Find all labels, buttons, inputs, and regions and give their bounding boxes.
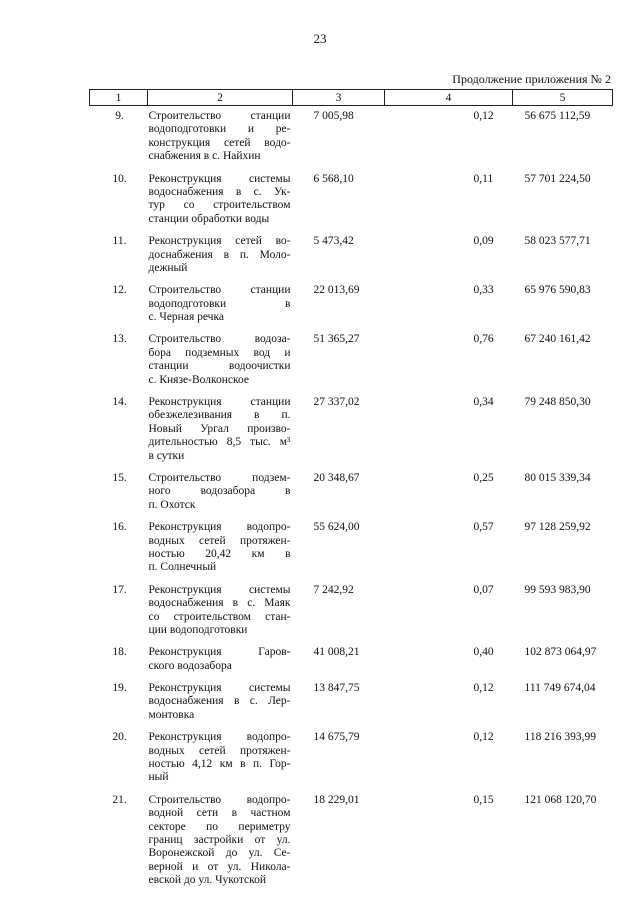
- project-name-line: с. Черная речка: [148, 311, 224, 324]
- project-name: [148, 794, 293, 897]
- project-name-line: Строительство водоза-: [148, 333, 291, 346]
- project-name-line: Реконструкция системы: [148, 583, 291, 596]
- table-row: [90, 646, 613, 682]
- project-name-line: Строительство подзем-: [148, 471, 291, 484]
- column-4-value: 0,09: [473, 235, 494, 248]
- column-4-value: 0,07: [473, 583, 494, 596]
- column-5-value: 80 015 339,34: [524, 471, 591, 484]
- continuation-label: Продолжение приложения № 2: [452, 72, 611, 86]
- project-name-line: Новый Ургал произво-: [148, 422, 291, 435]
- project-name-line: конструкция сетей водо-: [148, 136, 291, 149]
- project-name: [148, 173, 293, 236]
- column-4-value: 0,33: [473, 284, 494, 297]
- project-name-line: Строительство водопро-: [148, 793, 291, 806]
- column-4-value: 0,25: [473, 471, 494, 484]
- header-cell-1: 1: [90, 90, 148, 106]
- header-cell-4: 4: [385, 90, 513, 106]
- row-number: 11.: [112, 235, 127, 248]
- project-name: [148, 521, 293, 584]
- project-name-line: Реконструкция станции: [148, 396, 291, 409]
- table-row: [90, 284, 613, 333]
- project-name-line: тур со строительством: [148, 199, 291, 212]
- row-number: 16.: [112, 521, 127, 534]
- column-5-value: 118 216 393,99: [524, 731, 596, 744]
- column-3-value: 22 013,69: [313, 284, 360, 297]
- project-name-line: Реконструкция системы: [148, 682, 291, 695]
- project-name-line: станции водоочистки: [148, 360, 291, 373]
- column-5-value: 58 023 577,71: [524, 235, 591, 248]
- project-name-line: ного водозабора в: [148, 485, 291, 498]
- project-name-line: водоснабжения в с. Лер-: [148, 695, 291, 708]
- project-name: [148, 472, 293, 521]
- project-name-line: Реконструкция водопро-: [148, 731, 291, 744]
- column-3-value: 27 337,02: [313, 396, 360, 409]
- project-name-line: Строительство станции: [148, 110, 291, 122]
- column-4-value: 0,12: [473, 110, 494, 122]
- row-number: 19.: [112, 682, 127, 695]
- column-5-value: 79 248 850,30: [524, 396, 591, 409]
- column-4-value: 0,40: [473, 646, 494, 659]
- project-name-line: Строительство станции: [148, 284, 291, 297]
- row-number: 14.: [112, 396, 127, 409]
- row-number: 10.: [112, 172, 127, 185]
- row-number: 9.: [115, 110, 124, 122]
- project-name-line: доснабжения в п. Моло-: [148, 248, 291, 261]
- column-4-value: 0,76: [473, 333, 494, 346]
- project-name-line: верной и от ул. Николa-: [148, 860, 291, 873]
- row-number: 17.: [112, 583, 127, 596]
- project-name-line: водоснабжения в с. Ук-: [148, 185, 291, 198]
- column-5-value: 111 749 674,04: [524, 682, 596, 695]
- project-name-line: водоподготовки и ре-: [148, 123, 291, 136]
- project-name-line: дежный: [148, 261, 188, 274]
- column-3-value: 5 473,42: [313, 235, 354, 248]
- project-name-line: водных сетей протяжен-: [148, 744, 291, 757]
- column-4-value: 0,57: [473, 521, 494, 534]
- table-row: [90, 472, 613, 521]
- project-name-line: в сутки: [148, 449, 185, 462]
- column-3-value: 7 005,98: [313, 110, 354, 122]
- project-name-line: Реконструкция Гаров-: [148, 646, 291, 659]
- project-name: [148, 682, 293, 731]
- appendix-table: [89, 89, 613, 897]
- column-5-value: 97 128 259,92: [524, 521, 591, 534]
- project-name-line: Воронежской до ул. Се-: [148, 847, 291, 860]
- project-name: [148, 731, 293, 794]
- project-name: [148, 396, 293, 472]
- project-name-line: ный: [148, 771, 169, 784]
- table-row: [90, 106, 613, 173]
- column-5-value: 102 873 064,97: [524, 646, 597, 659]
- project-name-line: водоподготовки в: [148, 297, 291, 310]
- column-3-value: 13 847,75: [313, 682, 360, 695]
- project-name-line: Реконструкция водопро-: [148, 521, 291, 534]
- table-body: [90, 106, 613, 897]
- project-name-line: ностью 4,12 км в п. Гор-: [148, 758, 291, 771]
- project-name-line: ского водозабора: [148, 659, 232, 672]
- project-name: [148, 333, 293, 396]
- project-name-line: секторе по периметру: [148, 820, 291, 833]
- project-name: [148, 584, 293, 647]
- column-3-value: 20 348,67: [313, 471, 360, 484]
- column-5-value: 99 593 983,90: [524, 583, 591, 596]
- column-4-value: 0,15: [473, 793, 494, 806]
- project-name-line: п. Охотск: [148, 498, 196, 511]
- project-name-line: со строительством стан-: [148, 610, 291, 623]
- project-name: [148, 646, 293, 682]
- project-name-line: водоснабжения в с. Маяк: [148, 597, 291, 610]
- project-name-line: ции водоподготовки: [148, 623, 248, 636]
- project-name-line: Реконструкция системы: [148, 172, 291, 185]
- project-name-line: евской до ул. Чукотской: [148, 874, 267, 887]
- table-row: [90, 682, 613, 731]
- project-name-line: станции обработки воды: [148, 212, 270, 225]
- column-3-value: 14 675,79: [313, 731, 360, 744]
- project-name-line: водных сетей протяжен-: [148, 534, 291, 547]
- table-row: [90, 333, 613, 396]
- table-row: [90, 731, 613, 794]
- column-5-value: 67 240 161,42: [524, 333, 591, 346]
- project-name-line: дительностью 8,5 тыс. м³: [148, 436, 291, 449]
- project-name-line: п. Солнечный: [148, 561, 217, 574]
- page-number: 23: [313, 31, 327, 46]
- project-name-line: водной сети в частном: [148, 807, 291, 820]
- project-name-line: монтовка: [148, 708, 195, 721]
- table-row: [90, 173, 613, 236]
- project-name-line: границ застройки от ул.: [148, 833, 291, 846]
- table-row: [90, 584, 613, 647]
- column-4-value: 0,12: [473, 682, 494, 695]
- table-row: [90, 521, 613, 584]
- column-3-value: 55 624,00: [313, 521, 360, 534]
- row-number: 13.: [112, 333, 127, 346]
- column-5-value: 56 675 112,59: [524, 110, 591, 122]
- header-cell-2: 2: [148, 90, 293, 106]
- project-name-line: Реконструкция сетей во-: [148, 235, 291, 248]
- project-name: [148, 284, 293, 333]
- project-name-line: бора подземных вод и: [148, 346, 291, 359]
- column-4-value: 0,34: [473, 396, 494, 409]
- row-number: 20.: [112, 731, 127, 744]
- column-3-value: 51 365,27: [313, 333, 360, 346]
- column-5-value: 65 976 590,83: [524, 284, 591, 297]
- table-row: [90, 794, 613, 897]
- header-cell-3: 3: [293, 90, 385, 106]
- column-3-value: 7 242,92: [313, 583, 354, 596]
- column-4-value: 0,11: [473, 172, 494, 185]
- header-row: [90, 90, 613, 106]
- column-3-value: 6 568,10: [313, 172, 354, 185]
- project-name-line: с. Князе-Волконское: [148, 373, 249, 386]
- column-5-value: 121 068 120,70: [524, 793, 597, 806]
- column-4-value: 0,12: [473, 731, 494, 744]
- header-cell-5: 5: [513, 90, 613, 106]
- row-number: 15.: [112, 471, 127, 484]
- project-name-line: ностью 20,42 км в: [148, 547, 291, 560]
- table-row: [90, 396, 613, 472]
- project-name-line: снабжения в с. Найхин: [148, 150, 261, 163]
- row-number: 18.: [112, 646, 127, 659]
- project-name: [148, 235, 293, 284]
- column-3-value: 41 008,21: [313, 646, 360, 659]
- column-3-value: 18 229,01: [313, 793, 360, 806]
- project-name: [148, 106, 293, 173]
- row-number: 12.: [112, 284, 127, 297]
- row-number: 21.: [112, 793, 127, 806]
- column-5-value: 57 701 224,50: [524, 172, 591, 185]
- table-row: [90, 235, 613, 284]
- project-name-line: обезжелезивания в п.: [148, 409, 291, 422]
